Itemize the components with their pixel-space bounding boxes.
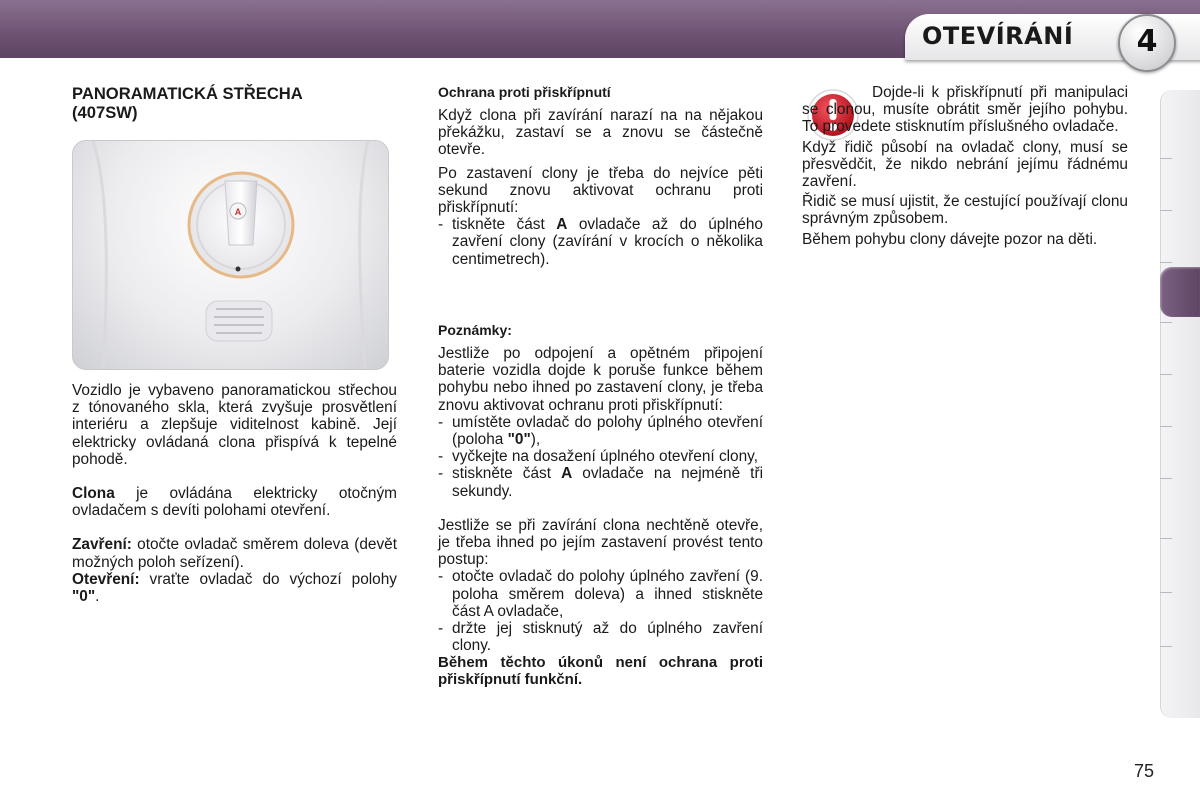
right-column <box>802 84 1128 248</box>
page-number: 75 <box>1134 761 1155 781</box>
closing-text: otočte ovladač směrem doleva (devět možných poloh seřízení). <box>72 536 397 571</box>
warning-paragraph-2: Když řidič působí na ovladač clony, musí se přesvědčit, že nikdo nebrání jejímu řádnému zavření. <box>802 138 1128 191</box>
list-item: - umístěte ovladač do polohy úplného otevření (poloha "0"), <box>438 413 763 449</box>
button-a-label: A <box>234 207 242 217</box>
section-heading <box>72 84 397 122</box>
tab-divider <box>1160 158 1172 159</box>
list-item: - držte jej stisknutý až do úplného zavření clony. <box>438 620 763 655</box>
left-column <box>72 84 397 122</box>
warning-paragraph-4: Během pohybu clony dávejte pozor na děti. <box>802 230 1098 248</box>
warning-paragraph-1: Dojde-li k přiskřípnutí při manipulaci se clonou, musíte obrátit směr jejího pohybu. To provedete stisknutím příslušného ovladače. <box>802 84 1128 136</box>
list-item: - otočte ovladač do polohy úplného zavření (9. poloha směrem doleva) a ihned stiskněte část A ovladače, <box>438 568 763 620</box>
protection-paragraph-1: Když clona při zavírání narazí na na nějakou překážku, zastaví se a znovu se částečně otevře. <box>438 107 763 159</box>
list-item-part: "0" <box>507 431 531 449</box>
sunroof-control-photo <box>72 140 389 370</box>
tab-divider <box>1160 646 1172 647</box>
opening-text-end: . <box>95 588 100 606</box>
position-marker <box>236 267 241 272</box>
control-paragraph <box>72 485 397 519</box>
opening-text: vraťte ovladač do výchozí polohy <box>139 570 397 588</box>
list-item-text: stiskněte část <box>452 465 562 483</box>
control-text: je ovládána elektricky otočným ovladačem s devíti polohami otevření. <box>72 485 397 520</box>
list-item-text: tiskněte část <box>452 216 557 234</box>
tab-divider <box>1160 426 1172 427</box>
list-item-text: vyčkejte na dosažení úplného otevření clony, <box>452 448 759 466</box>
tab-divider <box>1160 262 1172 263</box>
list-item: - vyčkejte na dosažení úplného otevření clony, <box>438 448 759 466</box>
list-item-text: ovladače až do úplného zavření clony (zavírání v krocích o několika centimetrech). <box>452 216 763 268</box>
warning-paragraph-3: Řidič se musí ujistit, že cestující používají clonu správným způsobem. <box>802 193 1128 228</box>
opening-paragraph <box>72 571 397 605</box>
closing-paragraph <box>72 536 397 570</box>
notes-title: Poznámky: <box>438 322 512 338</box>
list-item-part: A <box>561 465 573 483</box>
list-item-text: otočte ovladač do polohy úplného zavření (9. poloha směrem doleva) a ihned stiskněte část A ovladače, <box>452 568 763 620</box>
closing-term: Zavření: <box>72 536 132 554</box>
tab-divider <box>1160 322 1172 323</box>
tab-divider <box>1160 374 1172 375</box>
tab-divider <box>1160 592 1172 593</box>
list-item-text: umístěte ovladač do polohy úplného otevření (poloha <box>452 413 763 449</box>
list-item-text: držte jej stisknutý až do úplného zavření clony. <box>452 620 763 655</box>
heading-line-1: PANORAMATICKÁ STŘECHA <box>72 84 303 103</box>
left-column-body <box>72 382 397 605</box>
notes-warning: Během těchto úkonů není ochrana proti přiskřípnutí funkční. <box>438 654 763 689</box>
list-item-text: ovladače na nejméně tři sekundy. <box>452 465 763 500</box>
chapter-tab-active <box>1160 267 1200 317</box>
chapter-title: OTEVÍRÁNÍ <box>922 22 1074 50</box>
notes-paragraph-1: Jestliže po odpojení a opětném připojení baterie vozidla dojde k poruše funkce během pohybu nebo ihned po zastavení clony, je třeba znovu aktivovat ochranu proti přiskřípnutí: <box>438 345 763 414</box>
tab-divider <box>1160 478 1172 479</box>
notes-paragraph-2: Jestliže se při zavírání clona nechtěně otevře, je třeba ihned po jejím zastavení provést tento postup: <box>438 516 763 569</box>
middle-column-notes <box>438 322 763 688</box>
list-item-part: A <box>556 216 568 234</box>
list-item: - tiskněte část A ovladače až do úplného zavření clony (zavírání v krocích o několika centimetrech). <box>438 216 763 268</box>
tab-divider <box>1160 538 1172 539</box>
middle-column <box>438 84 763 268</box>
chapter-tab-strip <box>1160 90 1200 718</box>
list-item: - stiskněte část A ovladače na nejméně tři sekundy. <box>438 465 763 500</box>
control-term: Clona <box>72 485 115 503</box>
protection-title: Ochrana proti přiskřípnutí <box>438 84 611 100</box>
heading-line-2: (407SW) <box>72 103 138 122</box>
intro-paragraph: Vozidlo je vybaveno panoramatickou střechou z tónovaného skla, která zvyšuje prosvětlení interiéru a zlepšuje viditelnost kabině. Její elektricky ovládaná clona přispívá k tepelné pohodě. <box>72 382 397 468</box>
sunroof-control-illustration <box>73 141 388 369</box>
list-item-text: ), <box>530 431 541 449</box>
opening-position: "0" <box>72 588 96 606</box>
speaker-grille <box>206 301 272 341</box>
opening-term: Otevření: <box>72 570 140 588</box>
chapter-number: 4 <box>1136 24 1158 59</box>
tab-divider <box>1160 210 1172 211</box>
protection-paragraph-2: Po zastavení clony je třeba do nejvíce pěti sekund znovu aktivovat ochranu proti přiskřípnutí: <box>438 164 763 217</box>
